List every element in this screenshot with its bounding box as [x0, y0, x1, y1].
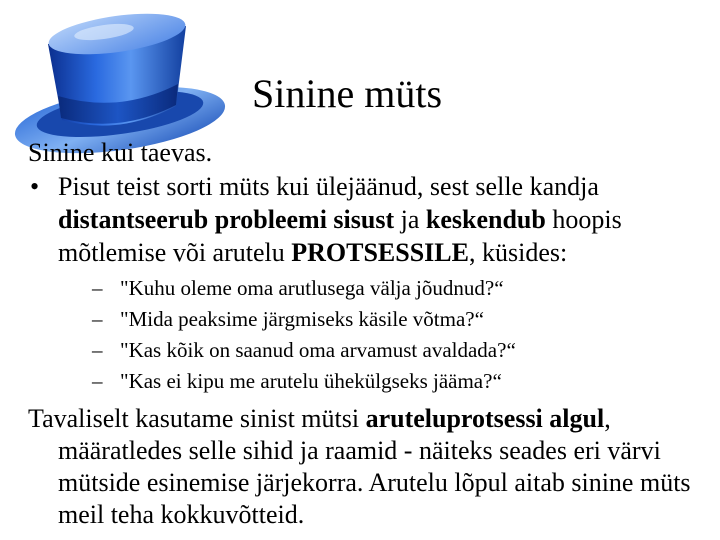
paragraph-text-1: Tavaliselt kasutame sinist mütsi: [28, 404, 366, 433]
summary-paragraph: [28, 403, 714, 531]
dash-mark: –: [92, 307, 103, 331]
question-text: "Kas ei kipu me arutelu ühekülgseks jääma?“: [120, 369, 502, 393]
question-item: [92, 273, 714, 304]
question-item: [92, 335, 714, 366]
bullet-bold-1: distantseerub probleemi sisust: [58, 205, 395, 234]
slide-title: Sinine müts: [252, 71, 443, 116]
intro-line: Sinine kui taevas.: [28, 138, 213, 167]
question-list: [58, 273, 714, 397]
bullet-text-4: , küsides:: [468, 238, 568, 267]
bullet-text-2: ja: [394, 205, 426, 234]
bullet-item: [28, 170, 714, 397]
slide-body: [28, 136, 714, 531]
bullet-bold-2: keskendub: [425, 205, 546, 234]
bullet-mark: •: [30, 172, 40, 201]
question-item: [92, 304, 714, 335]
bullet-text-1: Pisut teist sorti müts kui ülejäänud, sest selle kandja: [58, 172, 599, 201]
question-text: "Kuhu oleme oma arutlusega välja jõudnud?“: [120, 276, 504, 300]
bullet-text-3: hoopis mõtlemise või arutelu: [58, 205, 622, 267]
paragraph-text-2: , määratledes selle sihid ja raamid - näiteks seades eri värvi mütside esinemise järjekorra. Arutelu lõpul aitab sinine müts meil teha kokkuvõtteid.: [58, 404, 691, 529]
question-text: "Mida peaksime järgmiseks käsile võtma?“: [120, 307, 484, 331]
dash-mark: –: [92, 338, 103, 362]
question-item: [92, 366, 714, 397]
dash-mark: –: [92, 369, 103, 393]
paragraph-bold-1: aruteluprotsessi algul: [365, 404, 605, 433]
dash-mark: –: [92, 276, 103, 300]
question-text: "Kas kõik on saanud oma arvamust avaldada?“: [120, 338, 516, 362]
bullet-bold-3: PROTSESSILE: [291, 238, 469, 267]
